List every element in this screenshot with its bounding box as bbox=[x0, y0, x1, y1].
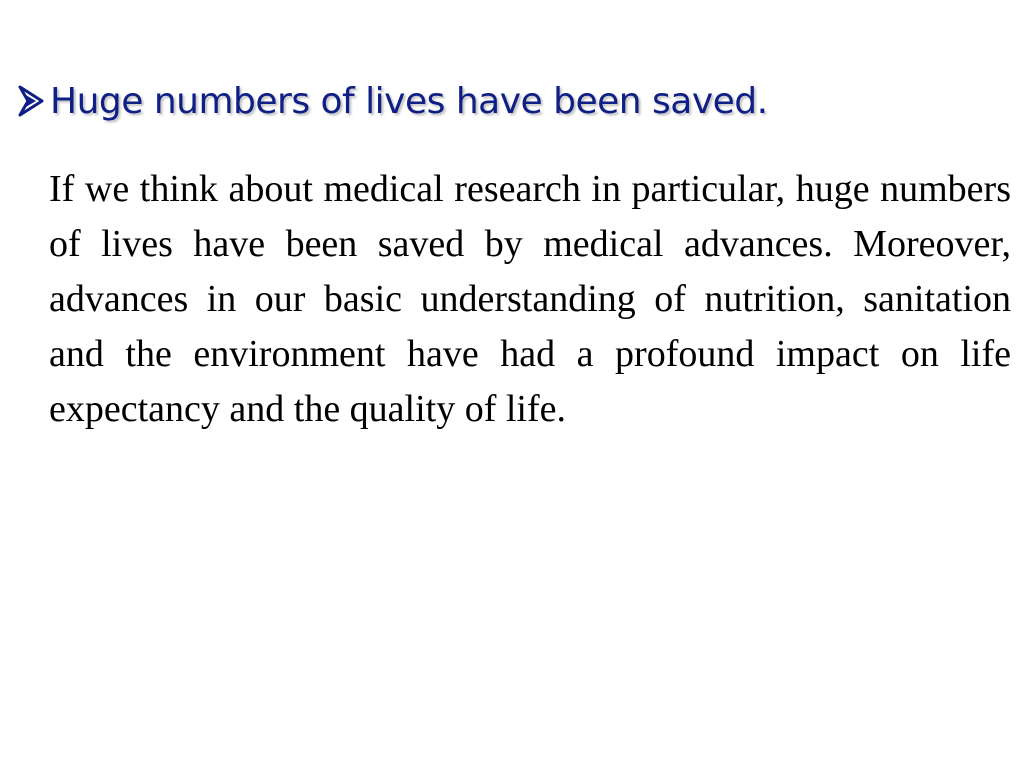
slide-body-text: If we think about medical research in particular, huge numbers of lives have been saved by medical advances. Moreover, advances in our basic understanding of nutrition, sanitation and the environment have had a profound impact on life expectancy and the quality of life. bbox=[49, 168, 1011, 430]
heading-row bbox=[16, 76, 1006, 126]
slide-heading: Huge numbers of lives have been saved. bbox=[50, 80, 768, 122]
arrow-bullet-icon bbox=[16, 81, 46, 121]
